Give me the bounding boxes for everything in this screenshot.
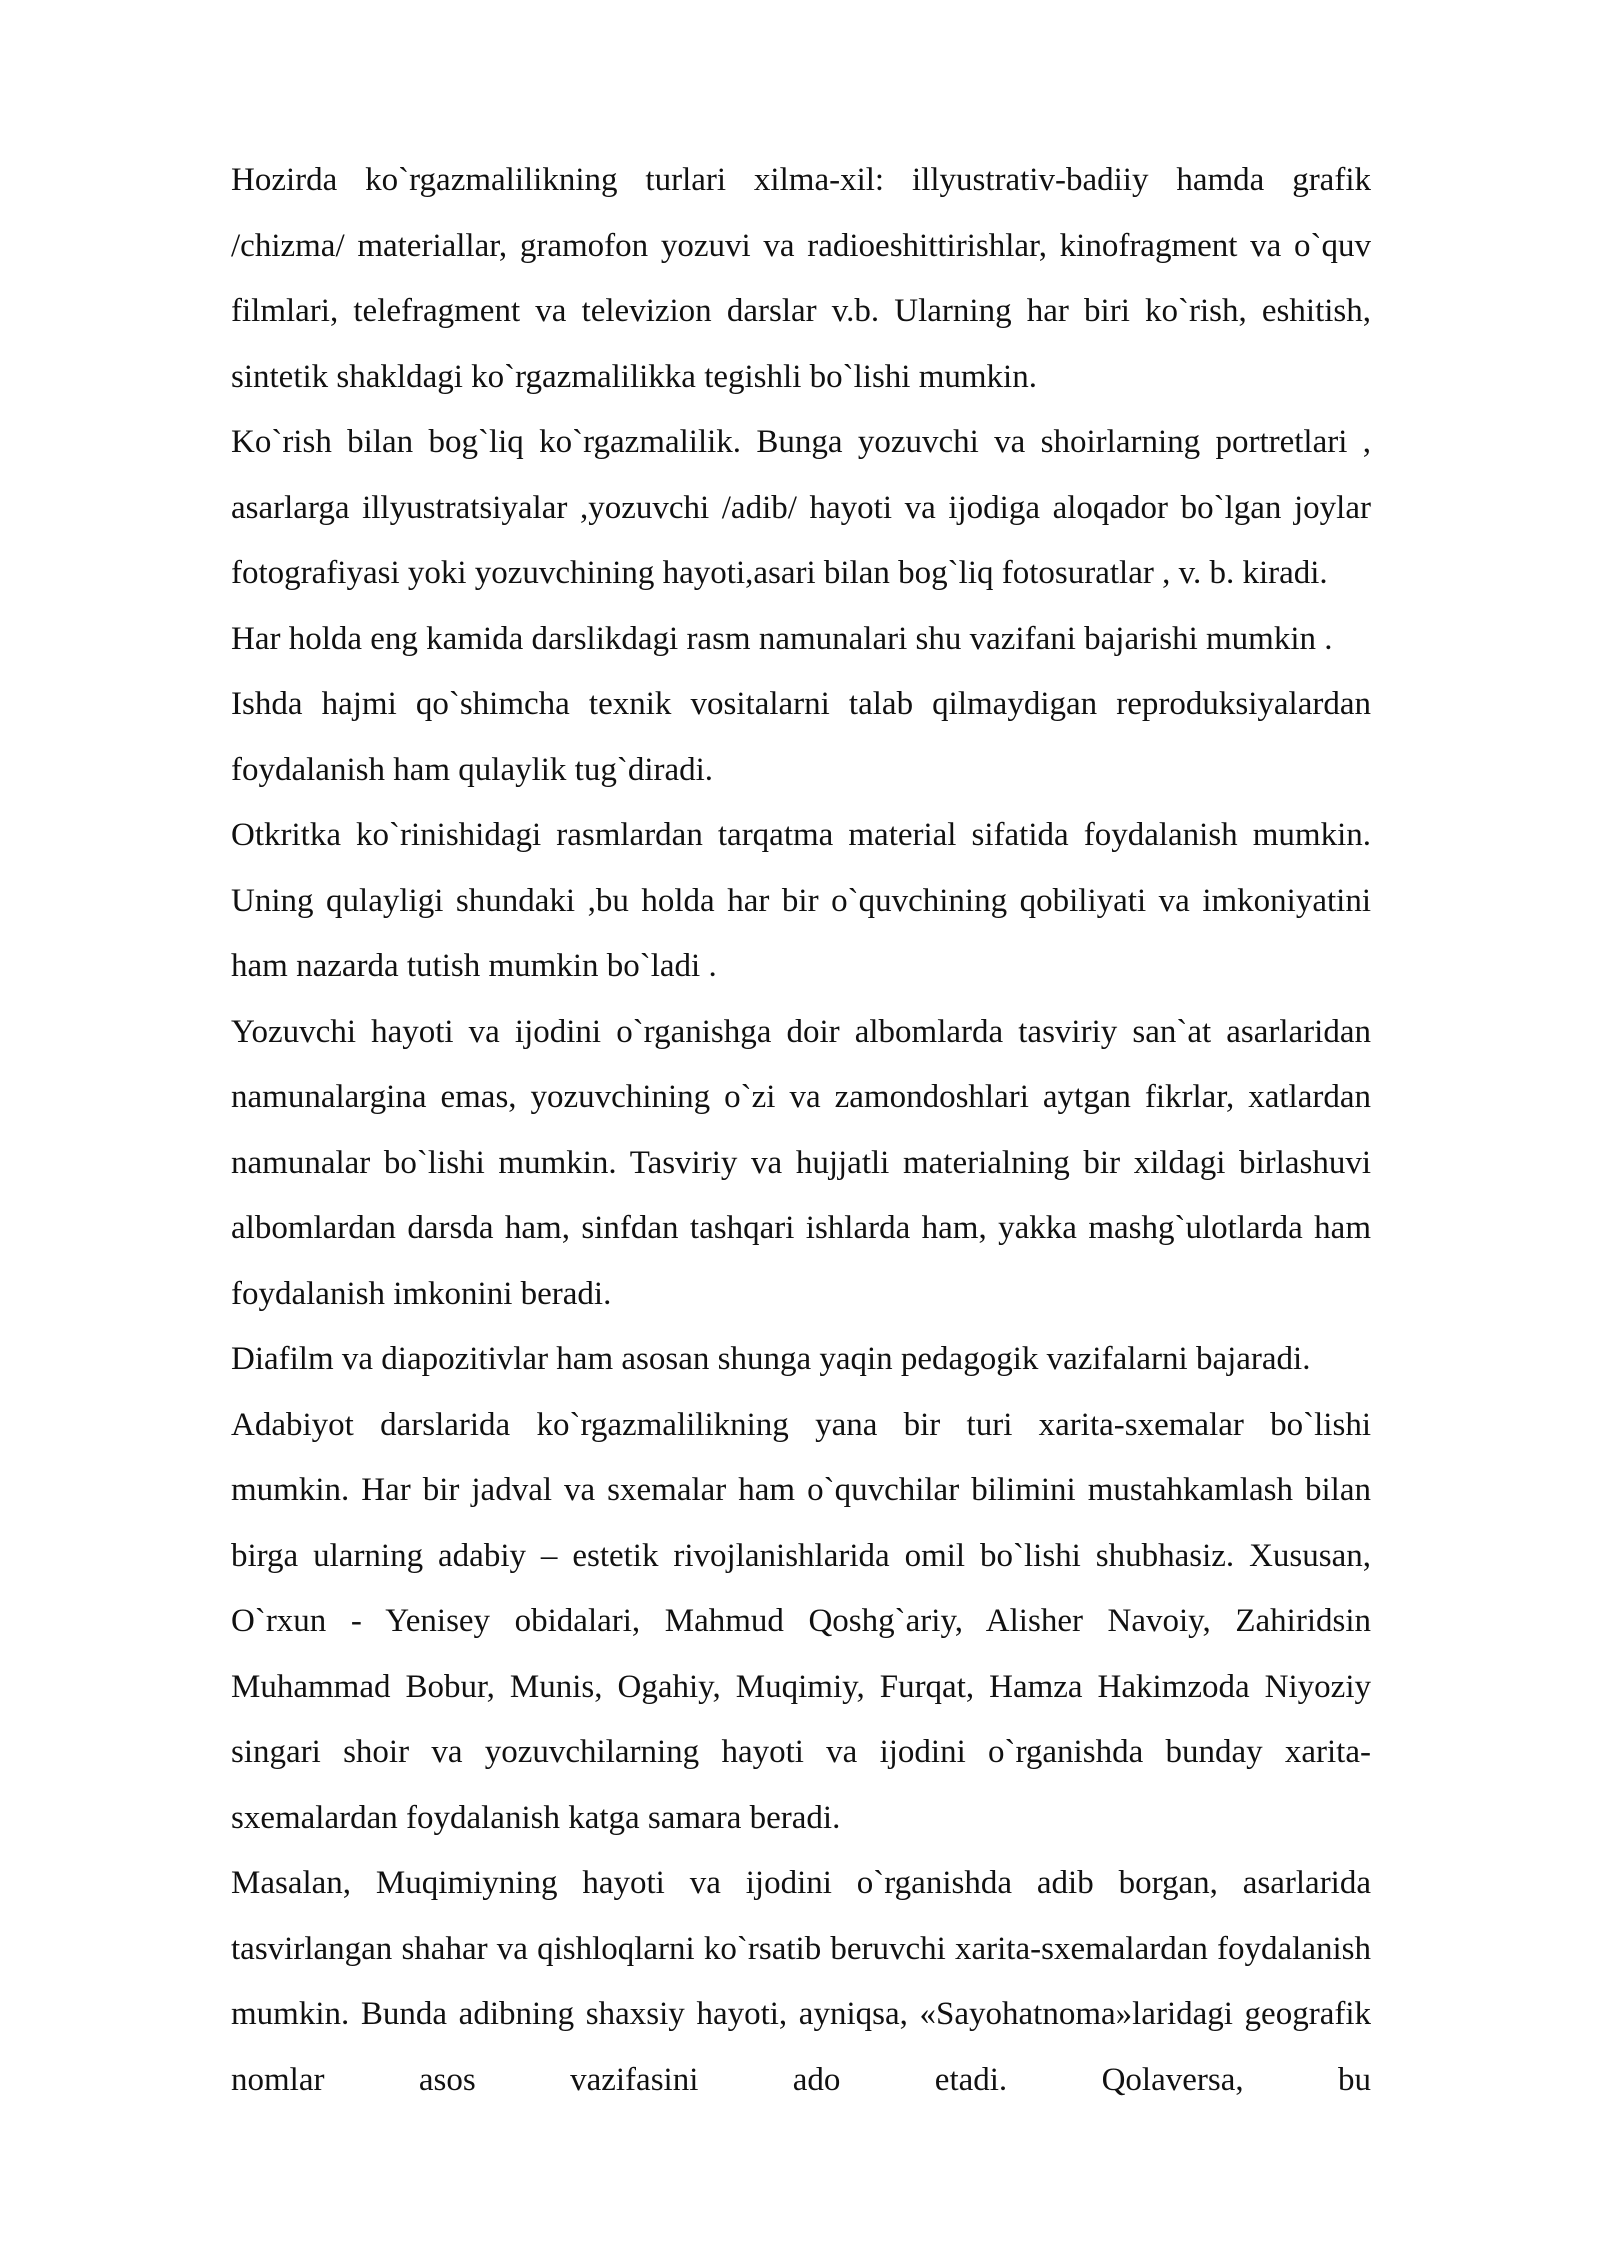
paragraph-muqimiy-example: Masalan, Muqimiyning hayoti va ijodini o`rganishda adib borgan, asarlarida tasvirlangan shahar va qishloqlarni ko`rsatib beruvchi xarita-sxemalardan foydalanish mumkin. Bunda adibning shaxsiy hayoti, ayniqsa, «Sayohatnoma»laridagi geografik nomlar asos vazifasini ado etadi. Qolaversa, bu	[231, 1865, 1371, 2098]
paragraph-textbook-images: Har holda eng kamida darslikdagi rasm namunalari shu vazifani bajarishi mumkin .	[231, 620, 1333, 657]
paragraph-map-schemes: Adabiyot darslarida ko`rgazmalilikning yana bir turi xarita-sxemalar bo`lishi mumkin. Har bir jadval va sxemalar ham o`quvchilar bilimini mustahkamlash bilan birga ularning adabiy – estetik rivojlanishlarida omil bo`lishi shubhasiz. Xususan, O`rxun - Yenisey obidalari, Mahmud Qoshg`ariy, Alisher Navoiy, Zahiridsin Muhammad Bobur, Munis, Ogahiy, Muqimiy, Furqat, Hamza Hakimzoda Niyoziy singari shoir va yozuvchilarning hayoti va ijodini o`rganishda bunday xarita-sxemalardan foydalanish katga samara beradi.	[231, 1406, 1371, 1836]
paragraph-filmstrips: Diafilm va diapozitivlar ham asosan shunga yaqin pedagogik vazifalarni bajaradi.	[231, 1341, 1311, 1377]
paragraph-visual-related-aids: Ko`rish bilan bog`liq ko`rgazmalilik. Bunga yozuvchi va shoirlarning portretlari , asarlarga illyustratsiyalar ,yozuvchi /adib/ hayoti va ijodiga aloqador bo`lgan joylar fotografiyasi yoki yozuvchining hayoti,asari bilan bog`liq fotosuratlar , v. b. kiradi.	[231, 424, 1371, 591]
paragraph-visual-aids-types: Hozirda ko`rgazmalilikning turlari xilma-xil: illyustrativ-badiiy hamda grafik /chizma/ materiallar, gramofon yozuvi va radioeshittirishlar, kinofragment va o`quv filmlari, telefragment va televizion darslar v.b. Ularning har biri ko`rish, eshitish, sintetik shakldagi ko`rgazmalilikka tegishli bo`lishi mumkin.	[231, 162, 1371, 395]
paragraph-postcards: Otkritka ko`rinishidagi rasmlardan tarqatma material sifatida foydalanish mumkin. Uning qulayligi shundaki ,bu holda har bir o`quvchining qobiliyati va imkoniyatini ham nazarda tutish mumkin bo`ladi .	[231, 817, 1371, 984]
document-page	[231, 148, 1371, 2113]
paragraph-albums: Yozuvchi hayoti va ijodini o`rganishga doir albomlarda tasviriy san`at asarlaridan namunalargina emas, yozuvchining o`zi va zamondoshlari aytgan fikrlar, xatlardan namunalar bo`lishi mumkin. Tasviriy va hujjatli materialning bir xildagi birlashuvi albomlardan darsda ham, sinfdan tashqari ishlarda ham, yakka mashg`ulotlarda ham foydalanish imkonini beradi.	[231, 1013, 1371, 1312]
paragraph-reproductions: Ishda hajmi qo`shimcha texnik vositalarni talab qilmaydigan reproduksiyalardan foydalanish ham qulaylik tug`diradi.	[231, 686, 1371, 788]
